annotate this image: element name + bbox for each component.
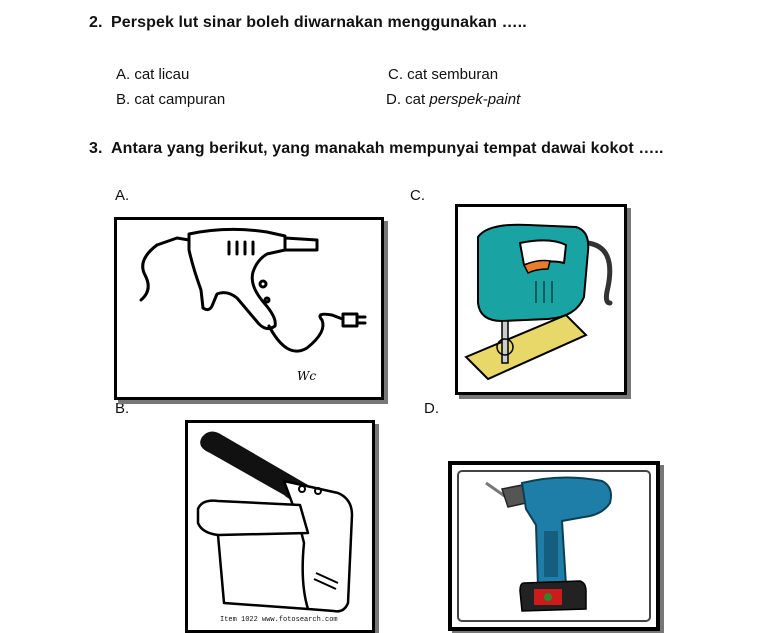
question-3-number: 3. [89, 140, 103, 157]
choice-b-image-frame [185, 420, 375, 633]
question-2-option-b: B. cat campuran [116, 91, 226, 108]
jigsaw-icon [458, 207, 624, 392]
svg-text:Wc: Wc [297, 369, 317, 383]
question-2-number: 2. [89, 14, 103, 31]
choice-d-label: D. [424, 400, 439, 417]
choice-b-label: B. [115, 400, 130, 417]
choice-a-image-frame [114, 217, 384, 400]
question-2-option-a: A. cat licau [116, 66, 190, 83]
question-2-text: Perspek lut sinar boleh diwarnakan menggunakan ….. [111, 14, 527, 31]
choice-d-image-frame [448, 461, 660, 631]
cordless-drill-icon [452, 465, 656, 627]
question-2-option-d [386, 91, 520, 108]
staple-gun-icon [188, 423, 372, 630]
question-3-text: Antara yang berikut, yang manakah mempunyai tempat dawai kokot ….. [111, 140, 664, 157]
fotosearch-credit: Item 1022 www.fotosearch.com [220, 616, 338, 624]
question-2-option-d-italic: perspek-paint [429, 91, 521, 108]
question-2-option-d-prefix: D. cat [386, 91, 430, 108]
glue-gun-icon [117, 220, 381, 397]
question-2-option-c: C. cat semburan [388, 66, 499, 83]
choice-c-label: C. [410, 187, 425, 204]
choice-a-label: A. [115, 187, 130, 204]
choice-c-image-frame [455, 204, 627, 395]
